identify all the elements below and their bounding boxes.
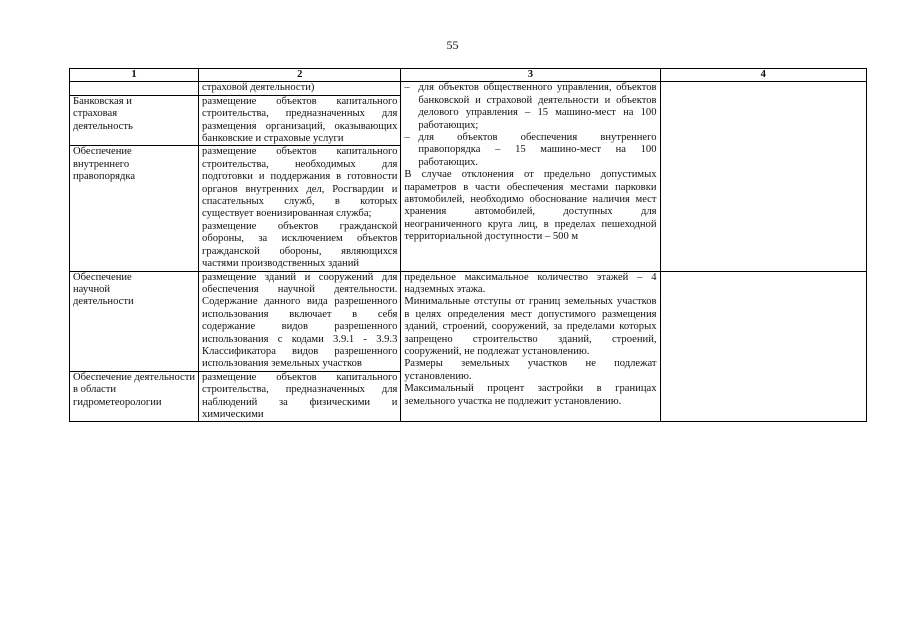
dash-mark: – — [404, 132, 410, 144]
notes-cell — [660, 82, 866, 271]
use-description-cell — [199, 371, 401, 422]
max-floors-text: предельное максимальное количество этажей – 4 надземных этажа. — [404, 271, 657, 295]
use-description: размещение объектов капитального строительства, предназначенных для наблюдений за физическими и химическими — [202, 371, 398, 420]
use-name: Обеспечение внутреннего правопорядка — [73, 146, 136, 183]
table-row — [70, 271, 867, 371]
parking-deviation-text: В случае отклонения от предельно допустимых параметров в части обеспечения местами парковки автомобилей, необходимо обоснование наличия мест хранения автомобилей, доступных для неограниченного круга лиц, в пределах пешеходной территориальной доступности – 500 м — [404, 169, 657, 243]
use-description-cell — [199, 146, 401, 271]
use-name-cell — [70, 271, 199, 371]
use-name-cell — [70, 146, 199, 271]
page-number: 55 — [446, 38, 459, 52]
list-item — [404, 82, 656, 132]
parameters-cell — [401, 271, 660, 422]
dash-mark: – — [404, 82, 410, 94]
use-name: Банковская и страховая деятельность — [73, 95, 133, 132]
plot-size-text: Размеры земельных участков не подлежат установлению. — [404, 358, 657, 382]
parameters-cell — [401, 82, 660, 271]
use-name-cell — [70, 95, 199, 146]
table-row — [70, 82, 867, 95]
max-coverage-text: Максимальный процент застройки в границах земельного участка не подлежит установлению. — [404, 383, 657, 407]
use-description: размещение зданий и сооружений для обеспечения научной деятельности. Содержание данного вида разрешенного использования включает в себя содержание видов разрешенного использования с кодами 3.9.1 - 3.9.3 Классификатора видов разрешенного использования земельных участков — [202, 271, 398, 370]
zoning-table — [69, 68, 867, 422]
use-description-cell — [199, 82, 401, 95]
setbacks-text: Минимальные отступы от границ земельных участков в целях определения мест допустимого размещения зданий, строений, сооружений, за пределами которых запрещено строительство зданий, строений, сооружений, не подлежат установлению. — [404, 296, 657, 357]
parking-norm-lawenforcement: для объектов обеспечения внутреннего правопорядка – 15 машино-мест на 100 работающих. — [418, 132, 657, 168]
use-description: размещение объектов капитального строительства, необходимых для подготовки и поддержания в готовности органов внутренних дел, Росгвардии и спасательных служб, в которых существует военизированная служба; — [202, 146, 398, 220]
use-description-cell — [199, 271, 401, 371]
use-name-cell — [70, 371, 199, 422]
use-name: Обеспечение научной деятельности — [73, 271, 134, 308]
header-row — [70, 69, 867, 82]
notes-cell — [660, 271, 866, 422]
use-description-cell — [199, 95, 401, 146]
use-description: страховой деятельности) — [202, 82, 315, 94]
parking-norm-public: для объектов общественного управления, объектов банковской и страховой деятельности и объектов делового управления – 15 машино-мест на 100 работающих; — [418, 82, 657, 131]
use-description: размещение объектов гражданской обороны, за исключением объектов гражданской обороны, являющихся частями производственных зданий — [202, 220, 398, 270]
use-name-cell — [70, 82, 199, 95]
use-description: размещение объектов капитального строительства, предназначенных для размещения организаций, оказывающих банковские и страховые услуги — [202, 95, 398, 145]
column-header-2: 2 — [199, 69, 401, 82]
column-header-4: 4 — [660, 69, 866, 82]
list-item — [404, 132, 656, 169]
column-header-3: 3 — [401, 69, 660, 82]
use-name: Обеспечение деятельности в области гидрометеорологии — [73, 371, 196, 408]
column-header-1: 1 — [70, 69, 199, 82]
